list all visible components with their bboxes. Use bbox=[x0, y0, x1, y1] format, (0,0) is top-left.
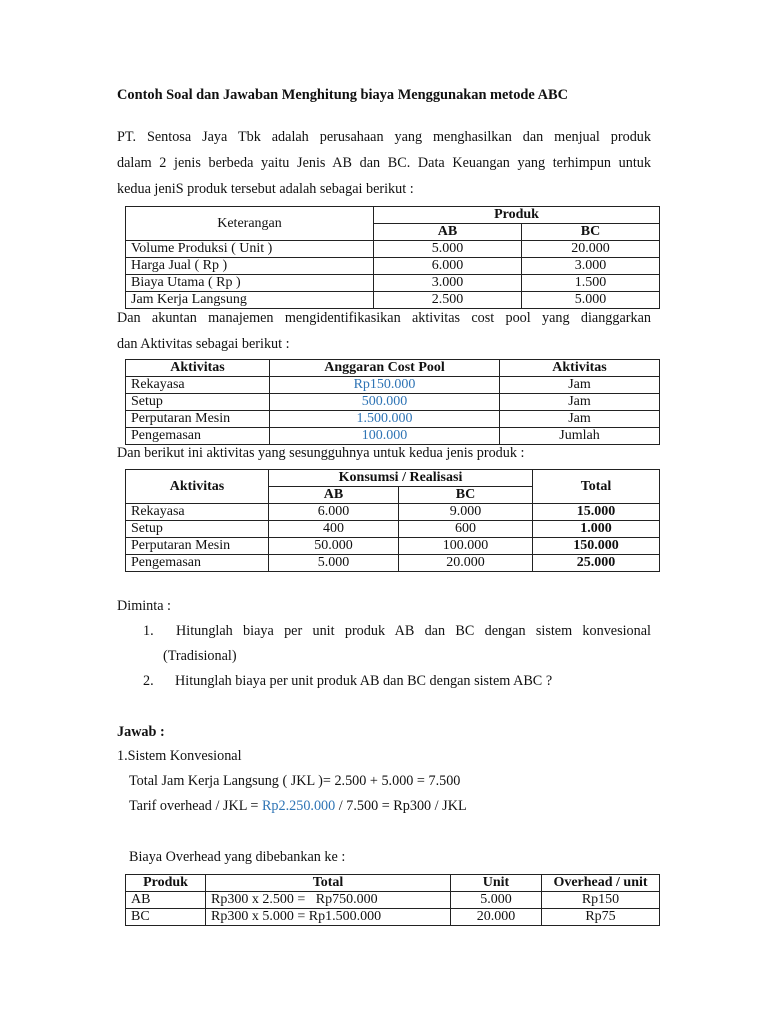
cell-bc: 1.500 bbox=[522, 275, 660, 292]
cell-aktivitas: Perputaran Mesin bbox=[126, 538, 269, 555]
cell-bc: 5.000 bbox=[522, 292, 660, 309]
table-header-ab: AB bbox=[374, 224, 522, 241]
section-heading: 1.Sistem Konvesional bbox=[117, 748, 242, 764]
list-item-line: (Tradisional) bbox=[163, 648, 237, 664]
cell-produk: BC bbox=[126, 909, 206, 926]
cell-bc: 600 bbox=[399, 521, 533, 538]
table-row bbox=[126, 555, 660, 572]
table-row bbox=[126, 504, 660, 521]
table-header-aktivitas: Aktivitas bbox=[126, 470, 269, 504]
diminta-label: Diminta : bbox=[117, 598, 171, 614]
table-header-total: Total bbox=[533, 470, 660, 504]
list-item bbox=[163, 623, 651, 665]
overhead-table bbox=[125, 874, 660, 926]
table-row bbox=[126, 411, 660, 428]
table-row bbox=[126, 377, 660, 394]
cell-ab: 6.000 bbox=[269, 504, 399, 521]
table-header-anggaran: Anggaran Cost Pool bbox=[270, 360, 500, 377]
cell-total: 15.000 bbox=[533, 504, 660, 521]
list-item-line: Hitunglah biaya per unit produk AB dan BC dengan sistem konvesional bbox=[176, 623, 651, 639]
intro-line: kedua jeniS produk tersebut adalah sebagai berikut : bbox=[117, 181, 414, 197]
table-row bbox=[126, 241, 660, 258]
cell-driver: Jam bbox=[500, 377, 660, 394]
cell-ab: 2.500 bbox=[374, 292, 522, 309]
cell-anggaran: 1.500.000 bbox=[270, 411, 500, 428]
cell-bc: 100.000 bbox=[399, 538, 533, 555]
cell-ab: 6.000 bbox=[374, 258, 522, 275]
cell-total: 1.000 bbox=[533, 521, 660, 538]
cell-ab: 5.000 bbox=[374, 241, 522, 258]
cell-bc: 3.000 bbox=[522, 258, 660, 275]
list-number: 2. bbox=[143, 673, 154, 689]
cell-overhead: Rp150 bbox=[542, 892, 660, 909]
table-header-driver: Aktivitas bbox=[500, 360, 660, 377]
list-number: 1. bbox=[143, 623, 154, 639]
cell-total: 150.000 bbox=[533, 538, 660, 555]
table-row bbox=[126, 394, 660, 411]
table-header-overhead: Overhead / unit bbox=[542, 875, 660, 892]
calc-suffix: / 7.500 = Rp300 / JKL bbox=[335, 798, 467, 814]
cell-unit: 20.000 bbox=[451, 909, 542, 926]
cell-unit: 5.000 bbox=[451, 892, 542, 909]
intro-line: dalam 2 jenis berbeda yaitu Jenis AB dan BC. Data Keuangan yang terhimpun untuk bbox=[117, 155, 651, 171]
cell-anggaran: 500.000 bbox=[270, 394, 500, 411]
cost-pool-paragraph bbox=[117, 305, 651, 357]
activity-consumption-table bbox=[125, 469, 660, 572]
table-header-ab: AB bbox=[269, 487, 399, 504]
table-row bbox=[126, 275, 660, 292]
table-row bbox=[126, 538, 660, 555]
cell-anggaran: Rp150.000 bbox=[270, 377, 500, 394]
table-header-aktivitas: Aktivitas bbox=[126, 360, 270, 377]
cell-aktivitas: Perputaran Mesin bbox=[126, 411, 270, 428]
table-header-keterangan: Keterangan bbox=[126, 207, 374, 241]
table-header-bc: BC bbox=[399, 487, 533, 504]
cell-aktivitas: Rekayasa bbox=[126, 504, 269, 521]
cell-driver: Jam bbox=[500, 411, 660, 428]
cell-overhead: Rp75 bbox=[542, 909, 660, 926]
cell-anggaran: 100.000 bbox=[270, 428, 500, 445]
cell-ab: 50.000 bbox=[269, 538, 399, 555]
table-header-bc: BC bbox=[522, 224, 660, 241]
cell-ab: 3.000 bbox=[374, 275, 522, 292]
overhead-caption: Biaya Overhead yang dibebankan ke : bbox=[129, 849, 346, 865]
cell-total: 25.000 bbox=[533, 555, 660, 572]
document-title: Contoh Soal dan Jawaban Menghitung biaya Menggunakan metode ABC bbox=[117, 87, 568, 103]
table-row bbox=[126, 892, 660, 909]
cell-driver: Jumlah bbox=[500, 428, 660, 445]
intro-line: PT. Sentosa Jaya Tbk adalah perusahaan yang menghasilkan dan menjual produk bbox=[117, 129, 651, 145]
cell-aktivitas: Setup bbox=[126, 521, 269, 538]
cell-aktivitas: Rekayasa bbox=[126, 377, 270, 394]
table-header-total: Total bbox=[206, 875, 451, 892]
calc-value-blue: Rp2.250.000 bbox=[261, 798, 336, 814]
table-row bbox=[126, 521, 660, 538]
row-label: Biaya Utama ( Rp ) bbox=[126, 275, 374, 292]
activity-paragraph: Dan berikut ini aktivitas yang sesungguhnya untuk kedua jenis produk : bbox=[117, 445, 525, 461]
cell-bc: 20.000 bbox=[522, 241, 660, 258]
calc-line: Total Jam Kerja Langsung ( JKL )= 2.500 + 5.000 = 7.500 bbox=[129, 773, 461, 789]
paragraph-line: dan Aktivitas sebagai berikut : bbox=[117, 336, 290, 352]
jawab-heading: Jawab : bbox=[117, 724, 165, 740]
row-label: Volume Produksi ( Unit ) bbox=[126, 241, 374, 258]
row-label: Harga Jual ( Rp ) bbox=[126, 258, 374, 275]
table-header-produk: Produk bbox=[126, 875, 206, 892]
table-row bbox=[126, 909, 660, 926]
table-row bbox=[126, 258, 660, 275]
cell-ab: 400 bbox=[269, 521, 399, 538]
product-data-table bbox=[125, 206, 660, 309]
cell-aktivitas: Pengemasan bbox=[126, 428, 270, 445]
cell-bc: 20.000 bbox=[399, 555, 533, 572]
calc-line bbox=[129, 798, 467, 815]
cell-ab: 5.000 bbox=[269, 555, 399, 572]
cell-driver: Jam bbox=[500, 394, 660, 411]
list-item: Hitunglah biaya per unit produk AB dan BC dengan sistem ABC ? bbox=[175, 673, 553, 689]
intro-paragraph bbox=[117, 124, 651, 202]
table-header-produk: Produk bbox=[374, 207, 660, 224]
cell-produk: AB bbox=[126, 892, 206, 909]
cell-aktivitas: Setup bbox=[126, 394, 270, 411]
cell-total: Rp300 x 2.500 = Rp750.000 bbox=[206, 892, 451, 909]
paragraph-line: Dan akuntan manajemen mengidentifikasikan aktivitas cost pool yang dianggarkan bbox=[117, 310, 651, 326]
cell-aktivitas: Pengemasan bbox=[126, 555, 269, 572]
row-label: Jam Kerja Langsung bbox=[126, 292, 374, 309]
table-row bbox=[126, 428, 660, 445]
cell-total: Rp300 x 5.000 = Rp1.500.000 bbox=[206, 909, 451, 926]
calc-prefix: Tarif overhead / JKL = bbox=[129, 798, 262, 814]
table-header-konsumsi: Konsumsi / Realisasi bbox=[269, 470, 533, 487]
cost-pool-table bbox=[125, 359, 660, 445]
cell-bc: 9.000 bbox=[399, 504, 533, 521]
table-header-unit: Unit bbox=[451, 875, 542, 892]
